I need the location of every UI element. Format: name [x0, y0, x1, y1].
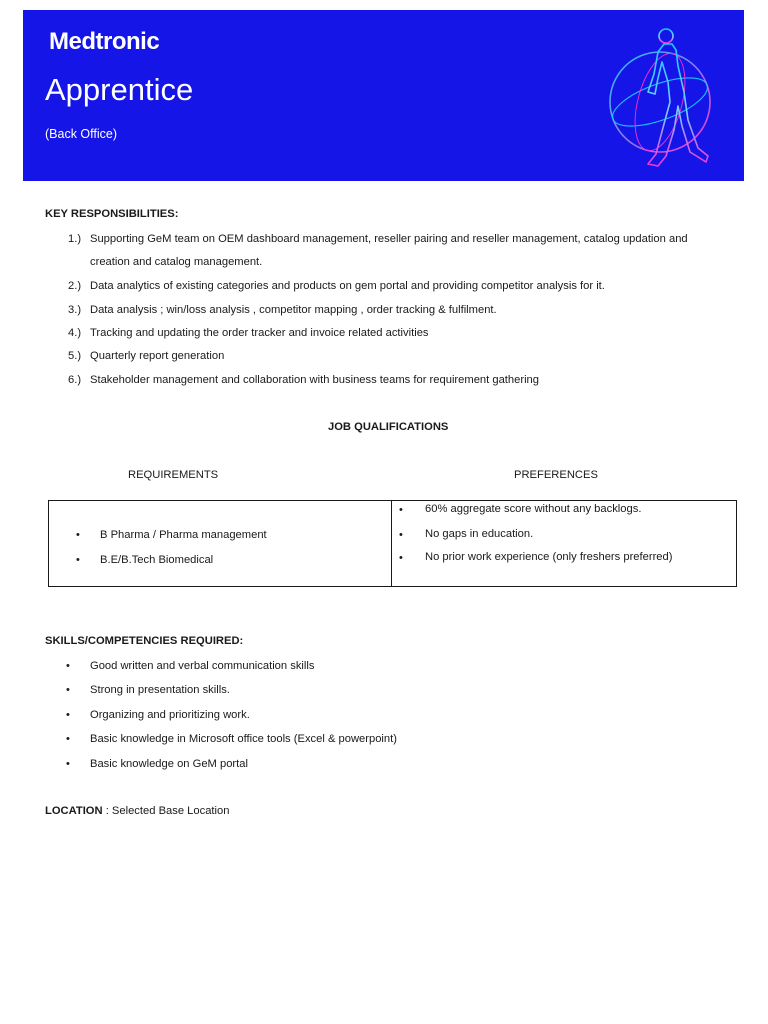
bullet-icon: • [76, 554, 80, 566]
skill-item: Strong in presentation skills. [90, 684, 230, 696]
preference-item: 60% aggregate score without any backlogs. [425, 503, 642, 515]
list-item: Quarterly report generation [90, 350, 225, 362]
qualifications-heading: JOB QUALIFICATIONS [328, 421, 449, 433]
skills-heading: SKILLS/COMPETENCIES REQUIRED: [45, 635, 244, 647]
table-divider [391, 501, 392, 586]
list-item: Tracking and updating the order tracker and invoice related activities [90, 327, 429, 339]
bullet-icon: • [66, 709, 70, 721]
skill-item: Organizing and prioritizing work. [90, 709, 250, 721]
bullet-icon: • [66, 758, 70, 770]
location-line [45, 805, 229, 817]
skill-item: Basic knowledge in Microsoft office tools (Excel & powerpoint) [90, 733, 397, 745]
header-banner [23, 10, 744, 181]
preference-item: No gaps in education. [425, 528, 534, 540]
bullet-icon: • [66, 660, 70, 672]
walking-figure-logo-icon [608, 22, 718, 172]
list-item: Stakeholder management and collaboration with business teams for requirement gathering [90, 374, 540, 386]
bullet-icon: • [66, 684, 70, 696]
list-item-number: 4.) [68, 327, 82, 339]
requirement-item: B Pharma / Pharma management [100, 529, 267, 541]
skill-item: Basic knowledge on GeM portal [90, 758, 248, 770]
list-item-number: 2.) [68, 280, 82, 292]
responsibilities-heading: KEY RESPONSIBILITIES: [45, 208, 179, 220]
requirement-item: B.E/B.Tech Biomedical [100, 554, 214, 566]
list-item-number: 5.) [68, 350, 82, 362]
bullet-icon: • [399, 529, 403, 541]
skill-item: Good written and verbal communication skills [90, 660, 315, 672]
bullet-icon: • [399, 504, 403, 516]
location-value: : Selected Base Location [102, 805, 230, 817]
brand-logo-text: Medtronic [49, 28, 160, 55]
list-item: Data analysis ; win/loss analysis , competitor mapping , order tracking & fulfilment. [90, 304, 497, 316]
list-item-number: 3.) [68, 304, 82, 316]
job-title: Apprentice [45, 72, 194, 107]
list-item-continuation: creation and catalog management. [90, 256, 263, 268]
job-subtitle: (Back Office) [45, 127, 118, 141]
location-label: LOCATION [45, 805, 103, 817]
preferences-column-header: PREFERENCES [514, 469, 598, 481]
bullet-icon: • [76, 529, 80, 541]
bullet-icon: • [66, 733, 70, 745]
bullet-icon: • [399, 552, 403, 564]
list-item-number: 6.) [68, 374, 82, 386]
list-item: Data analytics of existing categories and products on gem portal and providing competitor analysis for it. [90, 280, 605, 292]
list-item: Supporting GeM team on OEM dashboard management, reseller pairing and reseller management, catalog updation and [90, 233, 688, 245]
requirements-column-header: REQUIREMENTS [128, 469, 219, 481]
qualifications-table [48, 500, 737, 587]
list-item-number: 1.) [68, 233, 82, 245]
preference-item: No prior work experience (only freshers preferred) [425, 551, 673, 563]
